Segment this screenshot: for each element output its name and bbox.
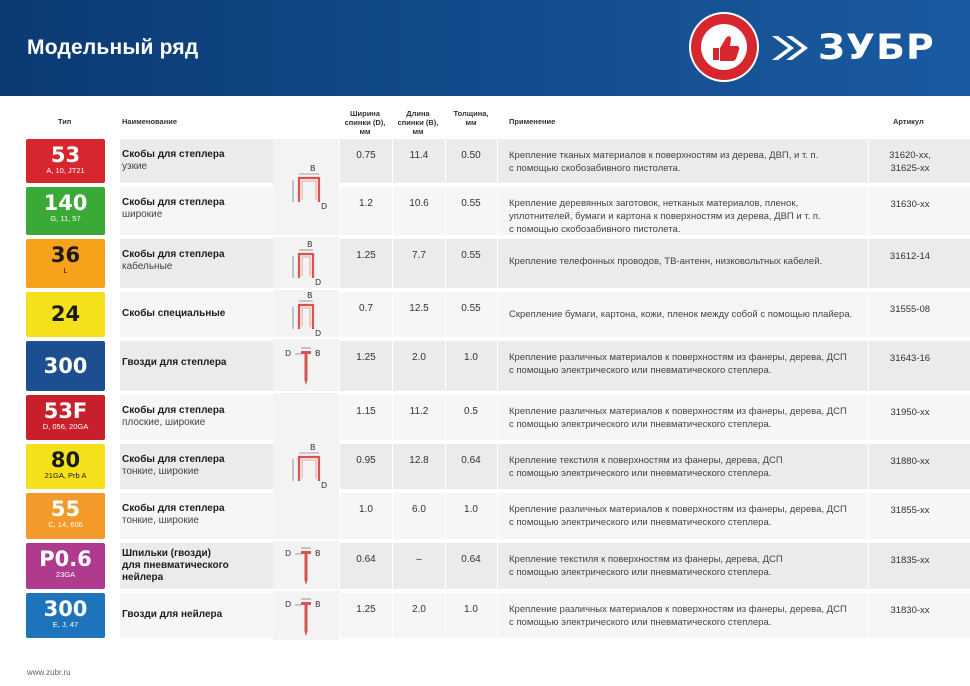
article-number: 31643-16 xyxy=(889,353,931,364)
length-value: 11.4 xyxy=(409,150,429,161)
application-text: Крепление различных материалов к поверхностям из фанеры, дерева, ДСП с помощью электрического или пневматического степлера. xyxy=(509,406,847,430)
width-value: 0.95 xyxy=(356,455,376,466)
application-text: Крепление текстиля к поверхностям из фанеры, дерева, ДСП с помощью электрического или пневматического степлера. xyxy=(509,455,783,479)
width-value: 0.75 xyxy=(356,150,376,161)
nail-diagram-icon xyxy=(273,591,339,640)
thumbs-up-badge-icon xyxy=(689,12,759,82)
svg-text:D: D xyxy=(315,328,322,338)
type-badge xyxy=(26,341,105,391)
product-name: Скобы для степлера кабельные xyxy=(122,249,225,272)
application-text: Скрепление бумаги, картона, кожи, пленок между собой с помощью плайера. xyxy=(509,309,853,320)
width-value: 1.2 xyxy=(359,198,373,209)
type-badge xyxy=(26,593,105,638)
type-badge xyxy=(26,444,105,489)
width-value: 1.15 xyxy=(356,406,376,417)
svg-text:D: D xyxy=(285,549,292,558)
product-name: Скобы для степлера тонкие, широкие xyxy=(122,454,225,477)
table-row xyxy=(0,591,970,640)
article-number: 31855-xx xyxy=(890,505,930,516)
application-text: Крепление деревянных заготовок, нетканых материалов, пленок, уплотнителей, бумаги и картона к поверхностям из дерева, ДВП и т. п. с помощью скобозабивного пистолета. xyxy=(509,198,821,235)
col-length: Длина спинки (B), мм xyxy=(397,109,439,136)
type-code: 300 xyxy=(43,597,88,621)
table-row xyxy=(0,393,970,442)
width-value: 1.25 xyxy=(356,250,376,261)
thickness-value: 0.55 xyxy=(461,303,481,314)
article-number: 31950-xx xyxy=(890,407,930,418)
staple-diagram-icon xyxy=(273,139,339,235)
type-code: 24 xyxy=(50,302,81,326)
article-number: 31880-xx xyxy=(890,456,930,467)
length-value: 6.0 xyxy=(412,504,426,515)
nail-diagram-icon xyxy=(273,541,339,589)
col-type: Тип xyxy=(58,117,72,126)
svg-text:B: B xyxy=(315,549,321,558)
col-article: Артикул xyxy=(893,117,924,126)
type-code: 80 xyxy=(50,448,81,472)
thickness-value: 1.0 xyxy=(464,352,478,363)
col-application: Применение xyxy=(509,117,556,126)
type-code: 53 xyxy=(50,143,81,167)
table-row xyxy=(0,237,970,290)
length-value: – xyxy=(416,554,422,565)
article-number: 31830-xx xyxy=(890,605,930,616)
col-name: Наименование xyxy=(122,117,178,126)
footer-url: www.zubr.ru xyxy=(27,668,71,677)
staple-diagram-icon xyxy=(273,290,339,337)
length-value: 11.2 xyxy=(409,406,429,417)
table-row xyxy=(0,442,970,491)
table-row xyxy=(0,541,970,591)
type-code: 300 xyxy=(43,354,88,378)
type-badge xyxy=(26,493,105,539)
length-value: 12.8 xyxy=(409,455,429,466)
length-value: 7.7 xyxy=(412,250,426,261)
type-code: 140 xyxy=(43,191,88,215)
staple-diagram-icon xyxy=(273,393,339,539)
product-name: Скобы для степлера тонкие, широкие xyxy=(122,503,225,526)
type-badge xyxy=(26,543,105,589)
type-badge xyxy=(26,139,105,183)
svg-text:D: D xyxy=(315,277,322,287)
type-badge xyxy=(26,395,105,440)
article-number: 31630-xx xyxy=(890,199,930,210)
article-number: 31555-08 xyxy=(889,304,931,315)
type-aliases: G, 11, 57 xyxy=(50,214,81,223)
thickness-value: 1.0 xyxy=(464,604,478,615)
thickness-value: 0.55 xyxy=(461,250,481,261)
article-number: 31620-xx, 31625-xx xyxy=(889,150,931,174)
type-aliases: 23GA xyxy=(55,570,76,579)
table-row xyxy=(0,185,970,237)
length-value: 2.0 xyxy=(412,604,426,615)
application-text: Крепление телефонных проводов, ТВ-антенн, низковольтных кабелей. xyxy=(509,256,823,267)
product-name: Гвозди для степлера xyxy=(122,357,227,368)
table-row xyxy=(0,290,970,339)
article-number: 31835-xx xyxy=(890,555,930,566)
application-text: Крепление различных материалов к поверхностям из фанеры, дерева, ДСП с помощью электрического или пневматического степлера. xyxy=(509,504,847,528)
product-name: Шпильки (гвозди) для пневматического нейлера xyxy=(122,548,229,583)
zubr-logo-icon xyxy=(770,32,814,64)
svg-text:B: B xyxy=(310,443,316,452)
type-code: 55 xyxy=(50,497,81,521)
zubr-logo xyxy=(770,28,935,68)
length-value: 10.6 xyxy=(409,198,429,209)
product-name: Скобы для степлера широкие xyxy=(122,197,225,220)
table-row xyxy=(0,339,970,393)
svg-text:D: D xyxy=(285,599,292,609)
svg-text:D: D xyxy=(321,202,328,211)
table-header xyxy=(0,105,970,137)
type-aliases: L xyxy=(63,266,68,275)
article-number: 31612-14 xyxy=(889,251,931,262)
type-code: P0.6 xyxy=(39,547,92,571)
product-name: Скобы для степлера плоские, широкие xyxy=(122,405,225,428)
type-code: 36 xyxy=(50,243,81,267)
type-aliases: D, 056, 20GA xyxy=(42,422,89,431)
nail-diagram-icon xyxy=(273,339,339,391)
svg-text:B: B xyxy=(307,239,313,249)
product-name: Гвозди для нейлера xyxy=(122,609,223,620)
width-value: 0.64 xyxy=(356,554,376,565)
svg-text:B: B xyxy=(310,164,316,173)
staple-diagram-icon xyxy=(273,237,339,288)
page-header xyxy=(0,0,970,96)
svg-text:B: B xyxy=(315,349,321,358)
type-badge xyxy=(26,239,105,288)
application-text: Крепление тканых материалов к поверхностям из дерева, ДВП, и т. п. с помощью скобозабивного пистолета. xyxy=(509,150,819,174)
width-value: 1.25 xyxy=(356,604,376,615)
brand-name: ЗУБР xyxy=(818,28,935,68)
length-value: 12.5 xyxy=(409,303,429,314)
svg-text:D: D xyxy=(285,349,292,358)
thickness-value: 1.0 xyxy=(464,504,478,515)
thickness-value: 0.50 xyxy=(461,150,481,161)
svg-text:D: D xyxy=(321,481,328,490)
width-value: 1.0 xyxy=(359,504,373,515)
length-value: 2.0 xyxy=(412,352,426,363)
product-name: Скобы специальные xyxy=(122,308,226,319)
type-code: 53F xyxy=(43,399,88,423)
page-title: Модельный ряд xyxy=(27,36,199,59)
product-name: Скобы для степлера узкие xyxy=(122,149,225,172)
type-aliases: E, J, 47 xyxy=(52,620,79,629)
application-text: Крепление текстиля к поверхностям из фанеры, дерева, ДСП с помощью электрического или пневматического степлера. xyxy=(509,554,783,578)
col-thickness: Толщина, мм xyxy=(453,109,489,127)
thickness-value: 0.5 xyxy=(464,406,478,417)
application-text: Крепление различных материалов к поверхностям из фанеры, дерева, ДСП с помощью электрического или пневматического степлера. xyxy=(509,352,847,376)
type-aliases: 21GA, Prb A xyxy=(44,471,87,480)
table-row xyxy=(0,137,970,185)
application-text: Крепление различных материалов к поверхностям из фанеры, дерева, ДСП с помощью электрического или пневматического степлера. xyxy=(509,604,847,628)
width-value: 0.7 xyxy=(359,303,373,314)
type-badge xyxy=(26,187,105,235)
type-aliases: A, 10, JT21 xyxy=(46,166,85,175)
type-aliases: C, 14, 606 xyxy=(48,520,83,529)
svg-text:B: B xyxy=(307,290,313,300)
thickness-value: 0.55 xyxy=(461,198,481,209)
thickness-value: 0.64 xyxy=(461,554,481,565)
col-width: Ширина спинки (D), мм xyxy=(344,109,386,136)
thickness-value: 0.64 xyxy=(461,455,481,466)
width-value: 1.25 xyxy=(356,352,376,363)
svg-text:B: B xyxy=(315,599,321,609)
table-row xyxy=(0,491,970,541)
type-badge xyxy=(26,292,105,337)
